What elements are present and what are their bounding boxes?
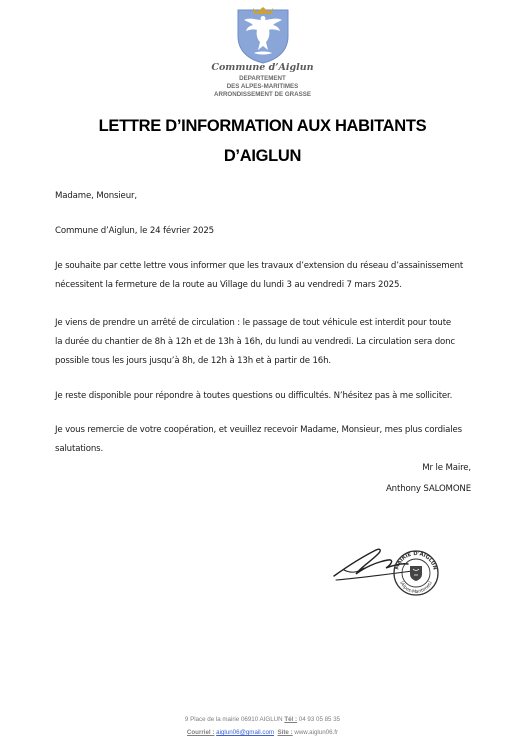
paragraph-4-line-1: Je vous remercie de votre coopération, et veuillez recevoir Madame, Monsieur, mes plus cordiales [55, 425, 462, 435]
paragraph-4-line-2: salutations. [55, 444, 104, 454]
footer-site-label: Site : [277, 729, 293, 736]
footer-address-line [0, 716, 525, 723]
salutation: Madame, Monsieur, [55, 191, 137, 201]
signature-role: Mr le Maire, [422, 463, 471, 473]
svg-text:(Alpes-Maritimes) [398, 580, 434, 595]
stamp-bottom-text: (Alpes-Maritimes) [398, 580, 434, 596]
footer-email-label: Courriel : [186, 729, 215, 736]
letter-title-line1: LETTRE D’INFORMATION AUX HABITANTS [98, 117, 427, 135]
footer-site[interactable]: www.aiglun06.fr [294, 729, 339, 736]
paragraph-1-line-2: nécessitent la fermeture de la route au Village du lundi 3 au vendredi 7 mars 2025. [55, 280, 402, 290]
commune-crest-logo [236, 6, 290, 64]
footer-tel-label: Tél : [284, 716, 298, 723]
stamp-top-text: MAIRIE D'AIGLUN [394, 550, 438, 571]
date-line: Commune d’Aiglun, le 24 février 2025 [55, 226, 214, 236]
letter-title-line2: D’AIGLUN [223, 147, 302, 165]
paragraph-2-line-3: possible tous les jours jusqu’à 8h, de 12h à 13h et à partir de 16h. [55, 356, 331, 366]
paragraph-3: Je reste disponible pour répondre à toutes questions ou difficultés. N’hésitez pas à me solliciter. [55, 391, 453, 401]
department-label: DEPARTEMENT [239, 75, 286, 82]
footer-address: 9 Place de la mairie 06910 AIGLUN [184, 716, 283, 723]
signature-name: Anthony SALOMONE [385, 484, 471, 494]
paragraph-2-line-2: la durée du chantier de 8h à 12h et de 13h à 16h, du lundi au vendredi. La circulation sera donc [55, 337, 456, 347]
paragraph-1-line-1: Je souhaite par cette lettre vous informer que les travaux d’extension du réseau d’assainissement [55, 261, 464, 271]
footer-contact-line [0, 729, 525, 736]
arrondissement: ARRONDISSEMENT DE GRASSE [214, 91, 311, 98]
footer-tel: 04 93 05 85 35 [298, 716, 341, 723]
mayor-signature-stamp [330, 540, 446, 600]
department-name: DES ALPES-MARITIMES [226, 83, 299, 90]
footer-email-link[interactable]: aiglun06@gmail.com [216, 729, 275, 736]
commune-name: Commune d’Aiglun [211, 62, 314, 73]
paragraph-2-line-1: Je viens de prendre un arrêté de circulation : le passage de tout véhicule est interdit pour toute [55, 318, 452, 328]
